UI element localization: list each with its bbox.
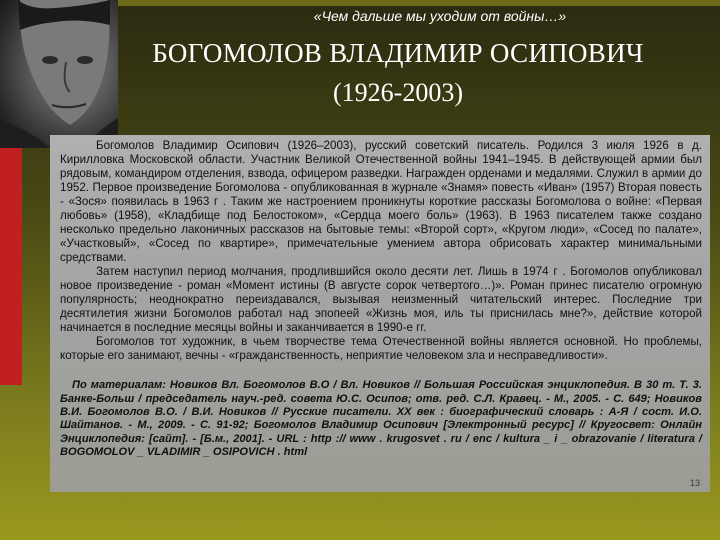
biography-paragraph: Затем наступил период молчания, продлившийся около десяти лет. Лишь в 1974 г . Богомолов опубликовал новое произведение - роман «Момент истины (В августе сорок четвертого…)». Роман принес писателю огромную популярность; неоднократно переиздавался, вызывая неизменный читательский интерес. Последние три десятилетия жизни Богомолов работал над эпопеей «Жизнь моя, иль ты приснилась мне?», действие которой начинается в последние месяцы войны и заканчивается в 1990-е гг. xyxy=(60,265,702,335)
page-title: БОГОМОЛОВ ВЛАДИМИР ОСИПОВИЧ xyxy=(152,38,644,68)
epigraph-quote: «Чем дальше мы уходим от войны…» xyxy=(313,8,567,24)
slide-number: 13 xyxy=(689,478,700,489)
biography-panel xyxy=(50,135,710,492)
life-years: (1926-2003) xyxy=(333,78,463,107)
author-portrait xyxy=(0,0,118,148)
biography-paragraph: Богомолов Владимир Осипович (1926–2003), русский советский писатель. Родился 3 июля 1926 в д. Кирилловка Московской области. Участник Великой Отечественной войны 1941–1945. В действующей армии был рядовым, командиром отделения, взвода, офицером разведки. Награжден орденами и медалями. Служил в армии до 1952. Первое произведение Богомолова - опубликованная в журнале «Знамя» повесть «Иван» (1957) Вторая повесть - «Зося» появилась в 1963 г . Таким же настроением проникнуты короткие рассказы Богомолова о войне: «Первая любовь» (1958), «Кладбище под Белостоком», «Сердца моего боль» (1963). В 1963 писателем также создано несколько предельно лаконичных рассказов на бытовые темы: «Второй сорт», «Кругом люди», «Сосед по палате», «Участковый», «Сосед по квартире», примечательные умением автора обрисовать характер минимальными средствами. xyxy=(60,139,702,265)
sources-note: По материалам: Новиков Вл. Богомолов В.О / Вл. Новиков // Большая Российская энциклопедия. В 30 т. Т. 3. Банке-Больш / председатель науч.-ред. совета Ю.С. Осипов; отв. ред. С.Л. Кравец. - М., 2005. - С. 649; Новиков В.И. Богомолов В.О. / В.И. Новиков // Русские писатели. XX век : биографический словарь : А-Я / сост. И.О. Шайтанов. - М., 2009. - С. 91-92; Богомолов Владимир Осипович [Электронный ресурс] // Кругосвет: Онлайн Энциклопедия: [сайт]. - [Б.м., 2001]. - URL : http :// www . krugosvet . ru / enc / kultura _ i _ obrazovanie / literatura / BOGOMOLOV _ VLADIMIR _ OSIPOVICH . html xyxy=(60,379,702,458)
biography-paragraph: Богомолов тот художник, в чьем творчестве тема Отечественной войны является основной. Но проблемы, которые его занимают, вечны - «гражданственность, неприятие человеком зла и несправедливости». xyxy=(60,335,702,363)
